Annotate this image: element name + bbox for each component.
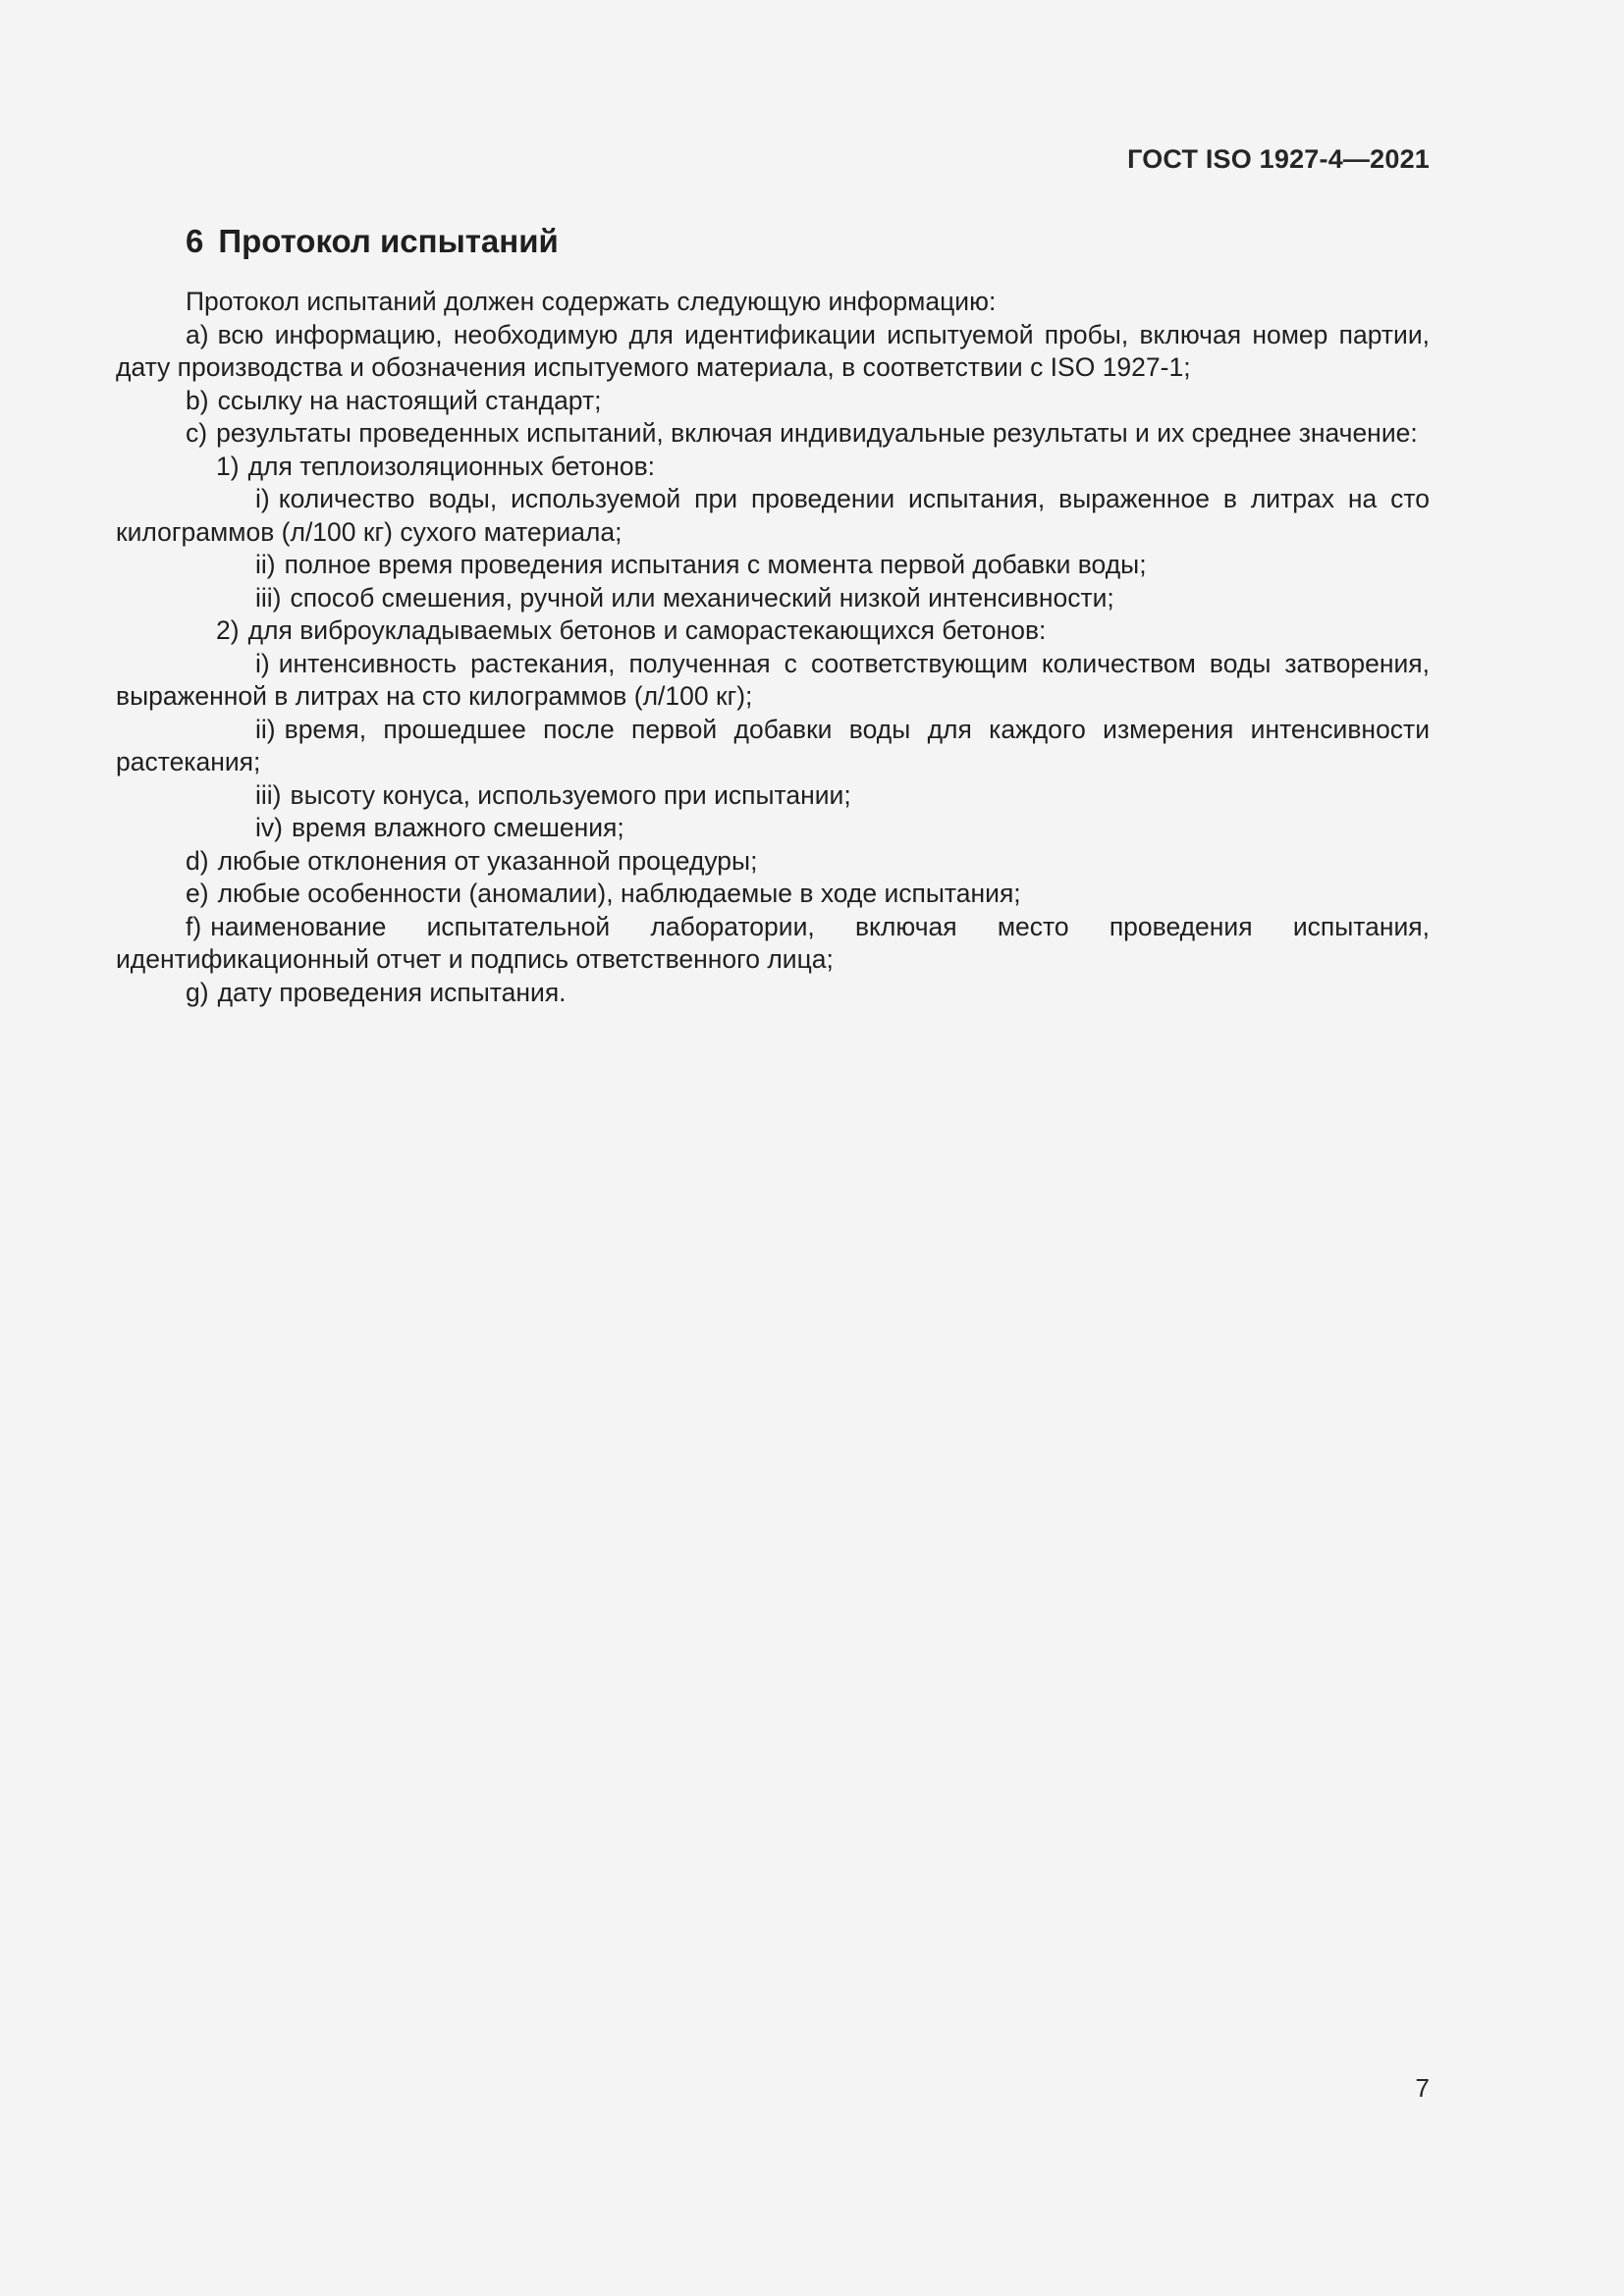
item-marker: a) bbox=[186, 319, 209, 349]
item-text: для виброукладываемых бетонов и саморастекающихся бетонов: bbox=[247, 615, 1047, 645]
item-text: время, прошедшее после первой добавки воды для каждого измерения интенсивности растекания; bbox=[116, 714, 1430, 776]
item-marker: iii) bbox=[255, 582, 282, 613]
item-marker: b) bbox=[186, 385, 209, 415]
page-number: 7 bbox=[1415, 2073, 1430, 2103]
item-marker: e) bbox=[186, 879, 209, 908]
item-marker: i) bbox=[255, 484, 270, 513]
item-marker: 2) bbox=[216, 615, 240, 645]
section-heading bbox=[186, 223, 559, 260]
list-item-c-2-ii bbox=[116, 714, 1430, 779]
list-item-c-2-i bbox=[116, 648, 1430, 714]
list-item-c-2-iv bbox=[116, 812, 1430, 845]
section-number: 6 bbox=[186, 223, 204, 259]
item-marker: iii) bbox=[255, 779, 282, 810]
intro-text: Протокол испытаний должен содержать следующую информацию: bbox=[186, 287, 997, 316]
list-item-g bbox=[116, 977, 1430, 1010]
intro-paragraph bbox=[116, 286, 1430, 319]
list-item-c-1 bbox=[116, 451, 1430, 484]
item-text: наименование испытательной лаборатории, включая место проведения испытания, идентификационный отчет и подпись ответственного лица; bbox=[116, 911, 1430, 974]
item-text: любые отклонения от указанной процедуры; bbox=[217, 845, 758, 876]
item-marker: f) bbox=[186, 911, 202, 941]
item-text: время влажного смешения; bbox=[291, 813, 624, 842]
list-item-c-2-iii bbox=[116, 779, 1430, 813]
section-title: Протокол испытаний bbox=[218, 223, 559, 259]
list-item-c bbox=[116, 417, 1430, 451]
item-text: высоту конуса, используемого при испытании; bbox=[290, 779, 851, 810]
list-item-b bbox=[116, 385, 1430, 418]
item-text: результаты проведенных испытаний, включая индивидуальные результаты и их среднее значение: bbox=[216, 418, 1418, 448]
section-body bbox=[116, 286, 1430, 1009]
list-item-e bbox=[116, 878, 1430, 911]
item-marker: ii) bbox=[255, 550, 276, 579]
list-item-c-1-iii bbox=[116, 582, 1430, 615]
item-text: полное время проведения испытания с момента первой добавки воды; bbox=[284, 550, 1147, 579]
item-marker: d) bbox=[186, 845, 209, 876]
item-text: ссылку на настоящий стандарт; bbox=[217, 385, 602, 415]
list-item-f bbox=[116, 911, 1430, 977]
item-text: для теплоизоляционных бетонов: bbox=[247, 451, 656, 481]
item-text: любые особенности (аномалии), наблюдаемые в ходе испытания; bbox=[217, 879, 1021, 908]
item-text: количество воды, используемой при проведении испытания, выраженное в литрах на сто килограммов (л/100 кг) сухого материала; bbox=[116, 484, 1430, 547]
list-item-c-2 bbox=[116, 614, 1430, 648]
list-item-c-1-ii bbox=[116, 549, 1430, 582]
item-text: всю информацию, необходимую для идентификации испытуемой пробы, включая номер партии, дату производства и обозначения испытуемого материала, в соответствии с ISO 1927-1; bbox=[116, 319, 1430, 382]
list-item-c-1-i bbox=[116, 483, 1430, 549]
item-text: интенсивность растекания, полученная с соответствующим количеством воды затворения, выраженной в литрах на сто килограммов (л/100 кг); bbox=[116, 648, 1430, 711]
list-item-a bbox=[116, 319, 1430, 385]
item-text: способ смешения, ручной или механический низкой интенсивности; bbox=[290, 582, 1114, 613]
item-marker: 1) bbox=[216, 451, 240, 481]
item-marker: g) bbox=[186, 977, 209, 1007]
item-marker: c) bbox=[186, 418, 208, 448]
item-text: дату проведения испытания. bbox=[217, 977, 567, 1007]
list-item-d bbox=[116, 845, 1430, 879]
item-marker: ii) bbox=[255, 714, 276, 744]
item-marker: iv) bbox=[255, 813, 283, 842]
document-code: ГОСТ ISO 1927-4—2021 bbox=[1127, 144, 1430, 174]
item-marker: i) bbox=[255, 648, 270, 678]
